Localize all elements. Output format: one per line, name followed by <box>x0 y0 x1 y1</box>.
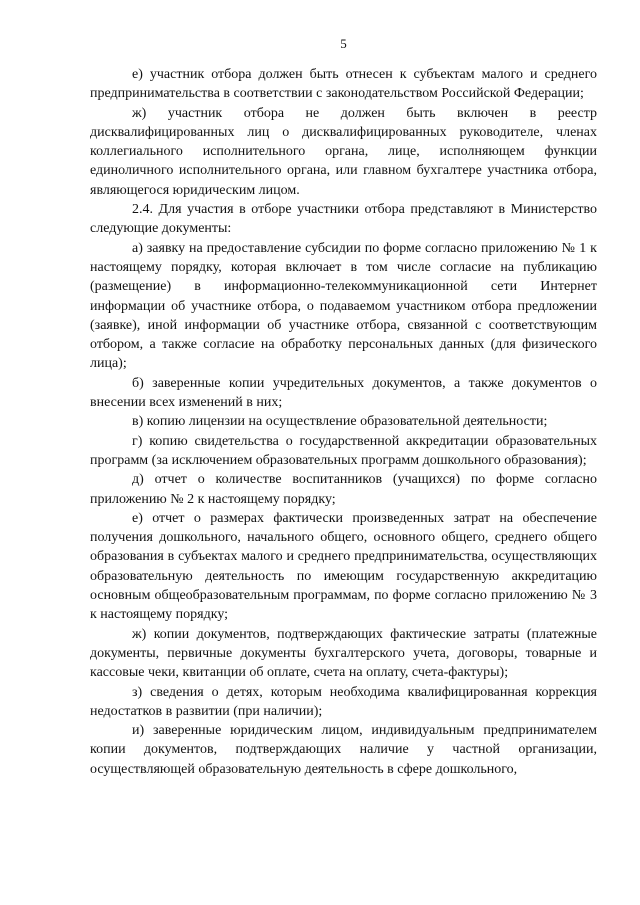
paragraph-e-costs-report: е) отчет о размерах фактически произведенных затрат на обеспечение получения дошкольного, начального общего, основного общего, среднего общего образования в субъектах малого и среднего предпринимательства, осуществляющих образовательную деятельность по имеющим государственную аккредитацию основным общеобразовательным программам, по форме согласно приложению № 3 к настоящему порядку; <box>90 510 597 623</box>
paragraph-b-founding-documents: б) заверенные копии учредительных документов, а также документов о внесении всех изменений в них; <box>90 375 597 411</box>
paragraph-i-certified-copies: и) заверенные юридическим лицом, индивидуальным предпринимателем копии документов, подтверждающих наличие у частной организации, осуществляющей образовательную деятельность в сфере дошкольного, <box>90 723 597 777</box>
paragraph-g-accreditation: г) копию свидетельства о государственной аккредитации образовательных программ (за исключением образовательных программ дошкольного образования); <box>90 433 597 468</box>
paragraph-zh-cost-documents: ж) копии документов, подтверждающих фактические затраты (платежные документы, первичные документы бухгалтерского учета, договоры, товарные и кассовые чеки, квитанции об оплате, счета на оплату, счета-фактуры); <box>90 626 597 681</box>
paragraph-2-4-documents: 2.4. Для участия в отборе участники отбора представляют в Министерство следующие документы: <box>90 202 597 237</box>
paragraph-zh-disqualified-registry: ж) участник отбора не должен быть включен в реестр дисквалифицированных лиц о дисквалифицированных руководителе, членах коллегиального исполнительного органа, лице, исполняющем функции единоличного исполнительного органа, или главном бухгалтере участника отбора, являющегося юридическим лицом. <box>90 105 597 198</box>
page-number: 5 <box>340 36 347 51</box>
paragraph-a-application: а) заявку на предоставление субсидии по форме согласно приложению № 1 к настоящему порядку, которая включает в том числе согласие на публикацию (размещение) в информационно-телекоммуникационной сети Интернет информации об участнике отбора, о подаваемом участником отбора предложении (заявке), иной информации об участнике отбора, связанной с соответствующим отбором, а также согласие на обработку персональных данных (для физического лица); <box>90 240 597 372</box>
paragraph-z-children-info: з) сведения о детях, которым необходима квалифицированная коррекция недостатков в развитии (при наличии); <box>90 684 597 719</box>
paragraph-d-pupils-report: д) отчет о количестве воспитанников (учащихся) по форме согласно приложению № 2 к настоящему порядку; <box>90 472 597 507</box>
paragraph-e-sme-status: е) участник отбора должен быть отнесен к субъектам малого и среднего предпринимательства в соответствии с законодательством Российской Федерации; <box>90 67 597 102</box>
paragraph-v-license: в) копию лицензии на осуществление образовательной деятельности; <box>132 414 548 430</box>
